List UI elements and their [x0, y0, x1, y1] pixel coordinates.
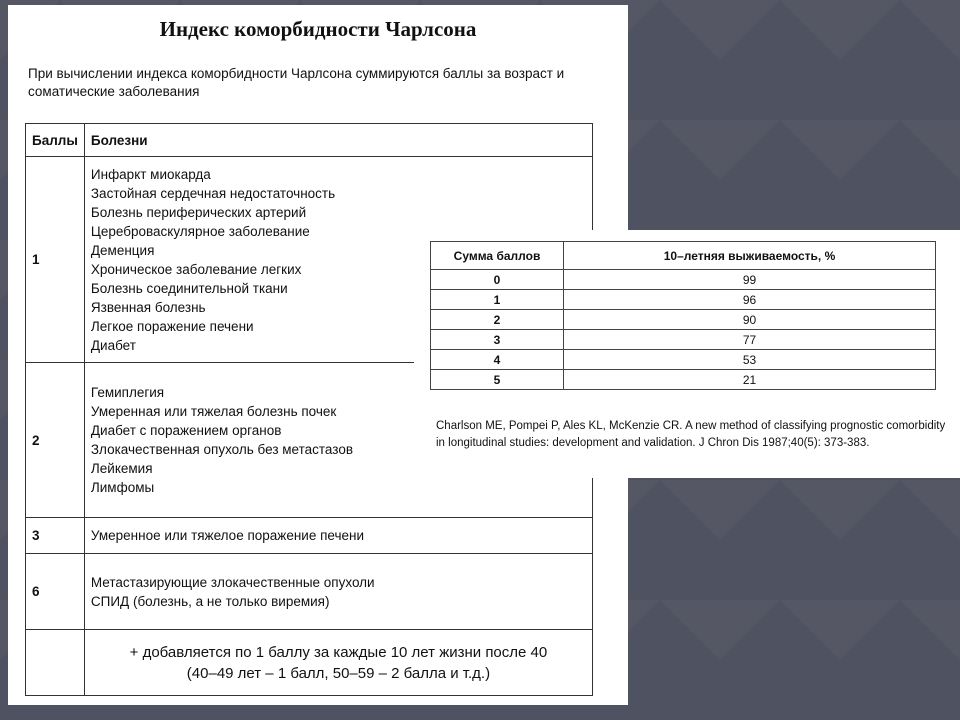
disease-item: Язвенная болезнь — [90, 299, 206, 315]
score-cell: 3 — [26, 518, 85, 554]
empty-score-cell — [26, 630, 85, 696]
table-footer-row — [26, 630, 593, 696]
disease-item: Лимфомы — [90, 480, 155, 495]
header-score: Баллы — [26, 124, 85, 157]
header-survival: 10–летняя выживаемость, % — [564, 242, 936, 270]
disease-item: Лейкемия — [90, 461, 153, 476]
survival-cell: 53 — [564, 350, 936, 370]
diseases-cell — [84, 518, 592, 554]
disease-item: СПИД (болезнь, а не только виремия) — [90, 593, 330, 609]
survival-card — [414, 230, 960, 478]
survival-header-row — [431, 242, 936, 270]
disease-item: Застойная сердечная недостаточность — [90, 185, 336, 201]
score-cell: 1 — [26, 157, 85, 363]
survival-cell: 96 — [564, 290, 936, 310]
disease-item: Злокачественная опухоль без метастазов — [90, 442, 354, 457]
header-sum: Сумма баллов — [431, 242, 564, 270]
disease-item: Хроническое заболевание легких — [90, 261, 302, 277]
disease-item: Инфаркт миокарда — [90, 166, 211, 182]
table-row — [26, 518, 593, 554]
score-cell: 2 — [26, 363, 85, 518]
survival-row — [431, 310, 936, 330]
table-row — [26, 554, 593, 630]
disease-item: Умеренное или тяжелое поражение печени — [90, 528, 364, 543]
age-note-line: + добавляется по 1 баллу за каждые 10 лет жизни после 40 — [129, 643, 548, 661]
sum-cell: 3 — [431, 330, 564, 350]
header-diseases: Болезни — [84, 124, 592, 157]
sum-cell: 0 — [431, 270, 564, 290]
survival-cell: 90 — [564, 310, 936, 330]
disease-item: Умеренная или тяжелая болезнь почек — [90, 404, 337, 419]
disease-item: Диабет — [90, 337, 136, 353]
survival-row — [431, 290, 936, 310]
disease-item: Деменция — [90, 242, 155, 258]
survival-cell: 99 — [564, 270, 936, 290]
disease-item: Метастазирующие злокачественные опухоли — [90, 574, 375, 590]
survival-row — [431, 370, 936, 390]
age-note-cell — [84, 630, 592, 696]
survival-row — [431, 350, 936, 370]
sum-cell: 5 — [431, 370, 564, 390]
disease-item: Болезнь соединительной ткани — [90, 280, 288, 296]
table-header-row — [26, 124, 593, 157]
disease-item: Диабет с поражением органов — [90, 423, 282, 438]
survival-cell: 77 — [564, 330, 936, 350]
diseases-cell — [84, 554, 592, 630]
disease-item: Гемиплегия — [90, 385, 165, 400]
sum-cell: 1 — [431, 290, 564, 310]
age-note-example: (40–49 лет – 1 балл, 50–59 – 2 балла и т.д.) — [186, 664, 491, 682]
survival-row — [431, 330, 936, 350]
survival-row — [431, 270, 936, 290]
document-title: Индекс коморбидности Чарлсона — [159, 17, 477, 41]
survival-cell: 21 — [564, 370, 936, 390]
disease-item: Легкое поражение печени — [90, 318, 254, 334]
disease-item: Болезнь периферических артерий — [90, 204, 307, 220]
citation-text: Charlson ME, Pompei P, Ales KL, McKenzie CR. A new method of classifying prognostic comorbidity in longitudinal studies: development and validation. J Chron Dis 1987;40(5): 373-383. — [436, 420, 946, 449]
survival-table — [430, 241, 936, 390]
intro-text: При вычислении индекса коморбидности Чарлсона суммируются баллы за возраст и соматические заболевания — [28, 66, 565, 99]
score-cell: 6 — [26, 554, 85, 630]
sum-cell: 4 — [431, 350, 564, 370]
sum-cell: 2 — [431, 310, 564, 330]
disease-item: Цереброваскулярное заболевание — [90, 223, 310, 239]
